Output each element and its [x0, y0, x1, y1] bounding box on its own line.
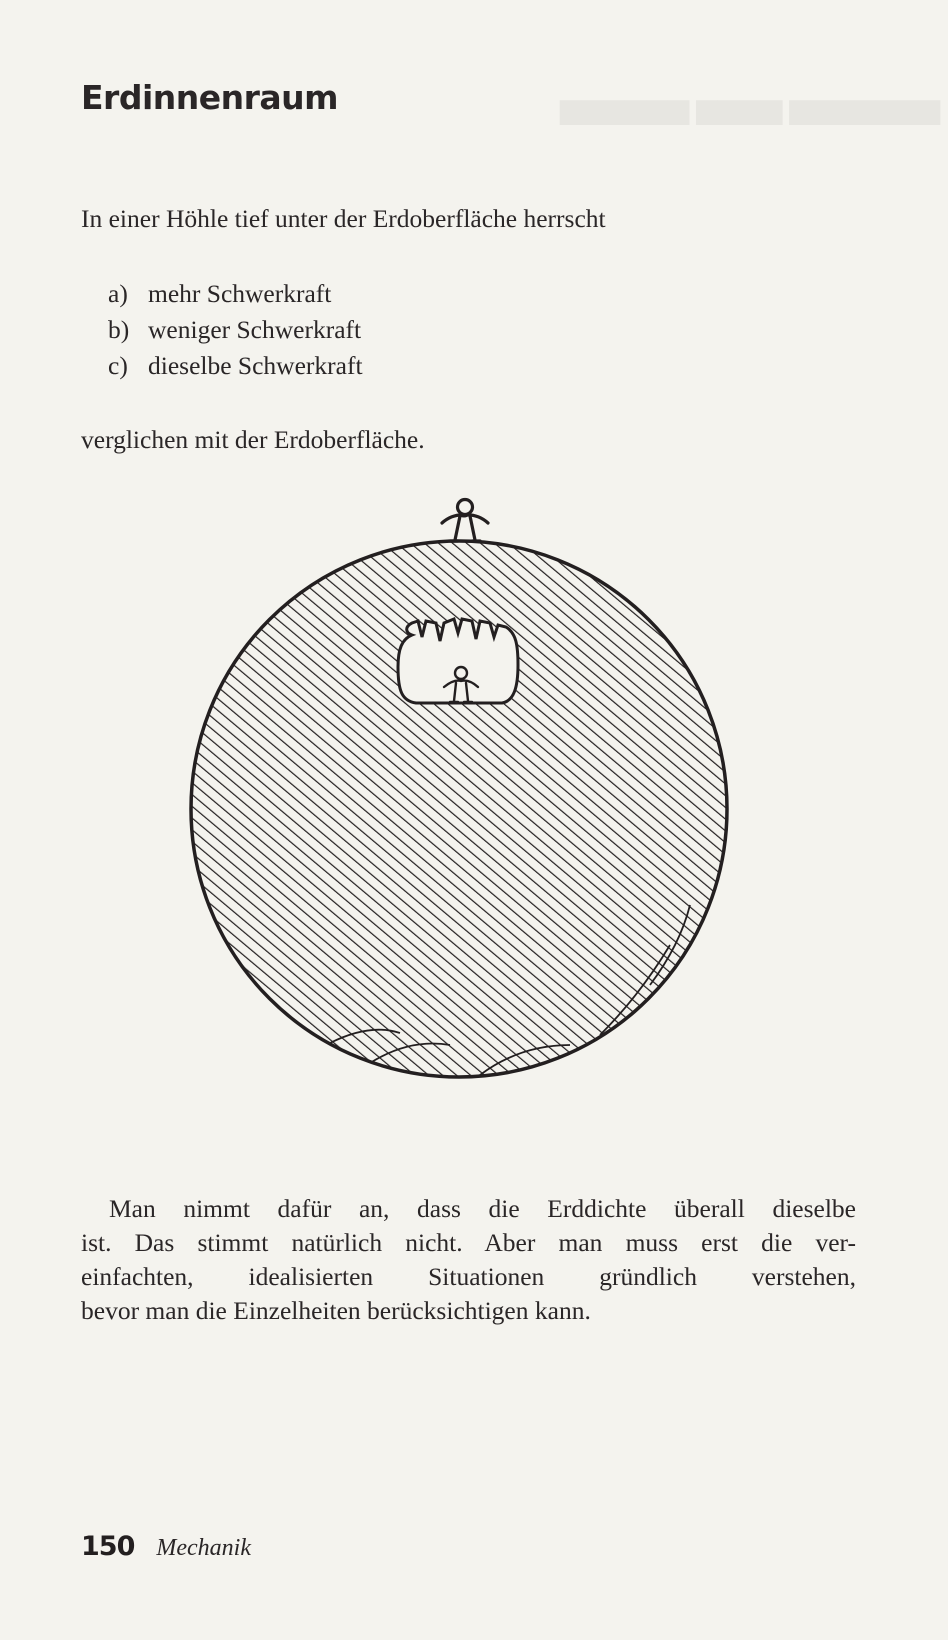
earth-sphere: [191, 541, 727, 1077]
option-a: [108, 276, 363, 312]
option-b: [108, 312, 363, 348]
body-paragraph: [81, 1192, 856, 1328]
person-on-earth-surface-icon: [430, 495, 500, 547]
paragraph-line: bevor man die Einzelheiten berücksichtigen kann.: [81, 1296, 591, 1325]
section-name: Mechanik: [156, 1535, 251, 1561]
paragraph-line: ist. Das stimmt natürlich nicht. Aber man muss erst die ver-: [81, 1228, 856, 1257]
option-text: dieselbe Schwerkraft: [148, 351, 363, 380]
paragraph-line: einfachten, idealisierten Situationen gründlich verstehen,: [81, 1262, 856, 1291]
page-footer: [81, 1531, 251, 1562]
page-title: Erdinnenraum: [81, 78, 339, 117]
option-text: weniger Schwerkraft: [148, 315, 362, 344]
option-letter: a): [108, 279, 128, 308]
option-letter: b): [108, 315, 130, 344]
answer-options: [108, 276, 363, 384]
question-ending: verglichen mit der Erdoberfläche.: [81, 425, 425, 454]
paragraph-line: Man nimmt dafür an, dass die Erddichte überall dieselbe: [109, 1194, 856, 1223]
cave: [398, 619, 518, 703]
option-c: [108, 348, 363, 384]
earth-cave-illustration: [180, 515, 740, 1095]
option-letter: c): [108, 351, 128, 380]
show-through-texture: ▆▆▆▆▆▆▆ ▆▆▆▆ ▆▆▆▆▆▆: [560, 94, 941, 125]
question-intro: In einer Höhle tief unter der Erdoberfläche herrscht: [81, 204, 606, 233]
option-text: mehr Schwerkraft: [148, 279, 332, 308]
page-number: 150: [81, 1531, 135, 1562]
